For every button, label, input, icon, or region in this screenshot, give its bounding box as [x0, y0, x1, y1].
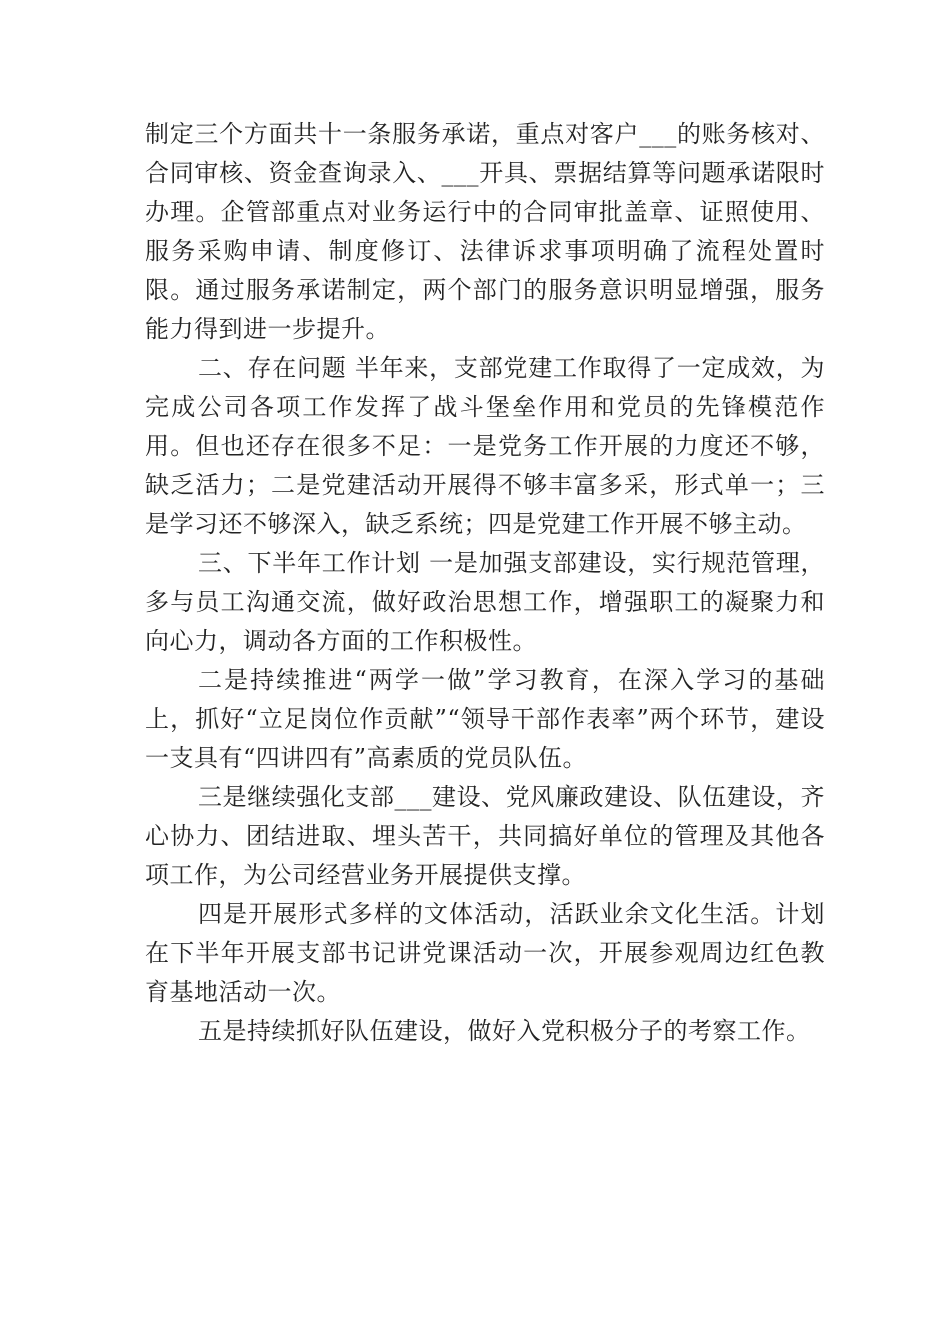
paragraph-work-plan-four: 四是开展形式多样的文体活动，活跃业余文化生活。计划在下半年开展支部书记讲党课活动一次，开展参观周边红色教育基地活动一次。: [145, 900, 825, 1006]
paragraph-existing-problems: 二、存在问题 半年来，支部党建工作取得了一定成效，为完成公司各项工作发挥了战斗堡垒作用和党员的先锋模范作用。但也还存在很多不足：一是党务工作开展的力度还不够，缺乏活力；二是党建活动开展得不够丰富多采，形式单一；三是学习还不够深入，缺乏系统；四是党建工作开展不够主动。: [145, 354, 825, 538]
document-body: [145, 115, 825, 1051]
paragraph-work-plan-one: 三、下半年工作计划 一是加强支部建设，实行规范管理，多与员工沟通交流，做好政治思想工作，增强职工的凝聚力和向心力，调动各方面的工作积极性。: [145, 549, 825, 655]
paragraph-work-plan-three: 三是继续强化支部___建设、党风廉政建设、队伍建设，齐心协力、团结进取、埋头苦干，共同搞好单位的管理及其他各项工作，为公司经营业务开展提供支撑。: [145, 783, 825, 889]
paragraph-work-plan-five: 五是持续抓好队伍建设，做好入党积极分子的考察工作。: [198, 1017, 811, 1045]
paragraph-work-plan-two: 二是持续推进“两学一做”学习教育，在深入学习的基础上，抓好“立足岗位作贡献”“领导干部作表率”两个环节，建设一支具有“四讲四有”高素质的党员队伍。: [145, 666, 825, 772]
paragraph-service-commitments: 制定三个方面共十一条服务承诺，重点对客户___的账务核对、合同审核、资金查询录入、___开具、票据结算等问题承诺限时办理。企管部重点对业务运行中的合同审批盖章、证照使用、服务采购申请、制度修订、法律诉求事项明确了流程处置时限。通过服务承诺制定，两个部门的服务意识明显增强，服务能力得到进一步提升。: [145, 120, 825, 343]
